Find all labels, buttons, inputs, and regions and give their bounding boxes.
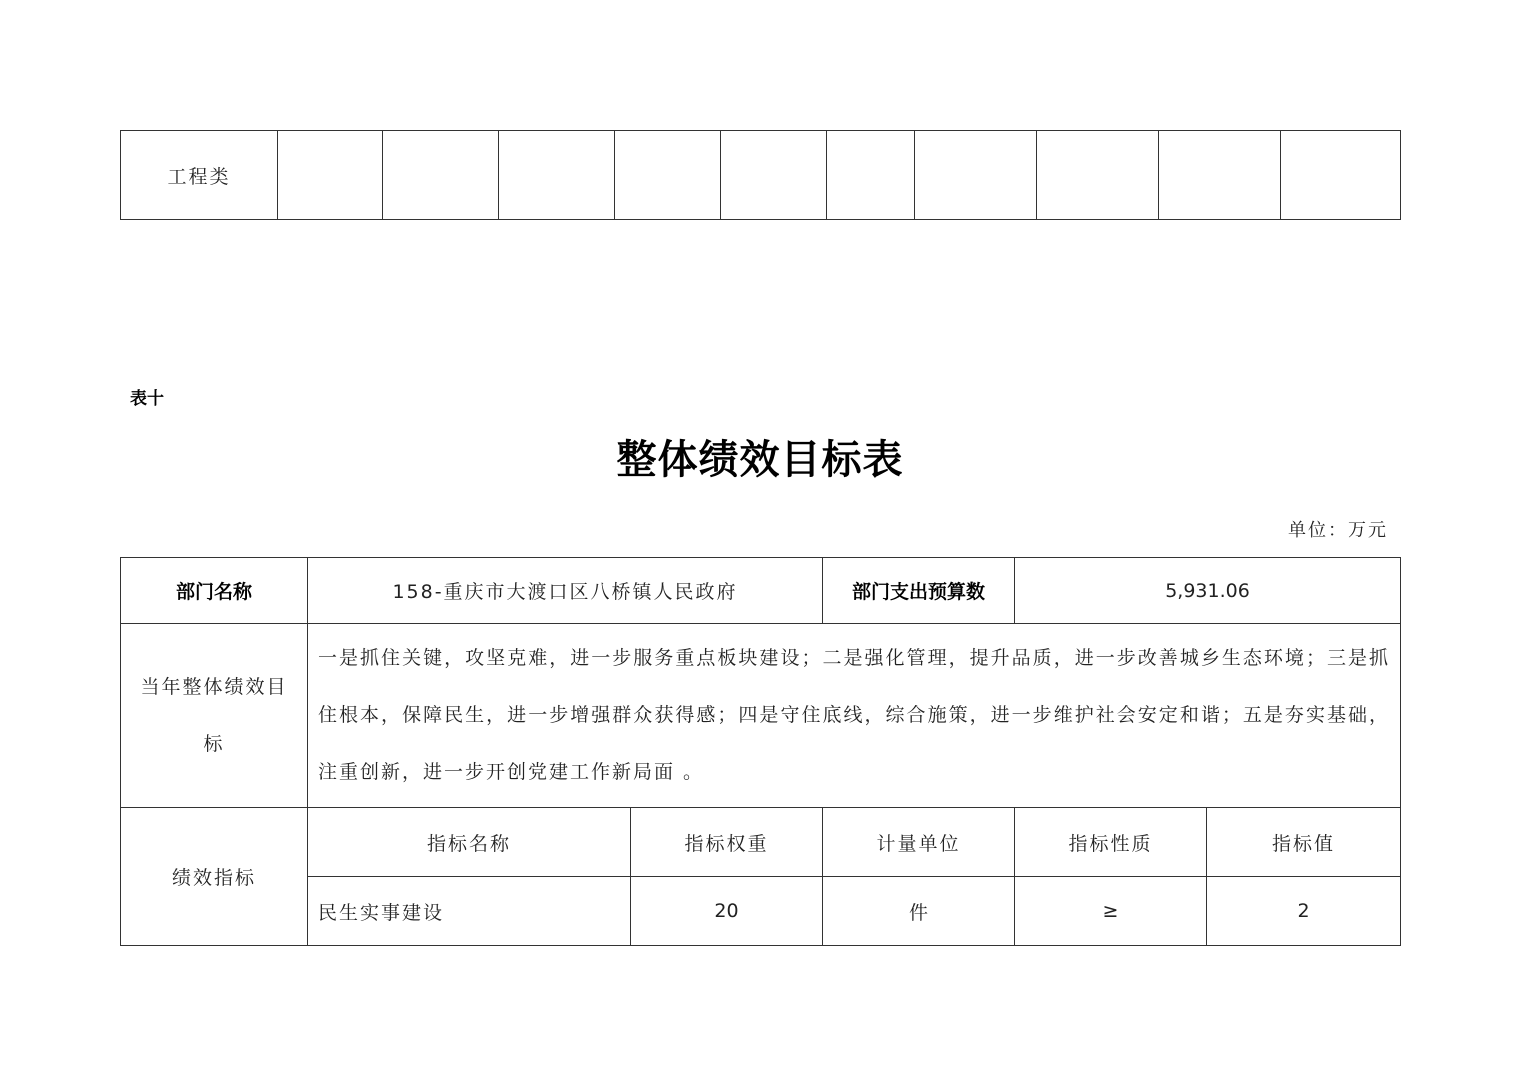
page-title: 整体绩效目标表 <box>616 436 904 483</box>
dept-name-value: 158-重庆市大渡口区八桥镇人民政府 <box>308 558 823 624</box>
table-row <box>121 877 1401 946</box>
empty-cell <box>827 131 915 220</box>
indicator-weight-cell: 20 <box>631 877 823 946</box>
performance-target-table <box>120 557 1401 946</box>
goal-text: 一是抓住关键，攻坚克难，进一步服务重点板块建设；二是强化管理，提升品质，进一步改善城乡生态环境；三是抓住根本，保障民生，进一步增强群众获得感；四是守住底线，综合施策，进一步维护社会安定和谐；五是夯实基础，注重创新，进一步开创党建工作新局面 。 <box>308 624 1401 808</box>
table-number: 表十 <box>130 389 164 409</box>
table-row <box>121 131 1401 220</box>
empty-cell <box>1037 131 1159 220</box>
previous-table-fragment <box>120 130 1401 220</box>
empty-cell <box>499 131 615 220</box>
empty-cell <box>383 131 499 220</box>
header-indicator-nature: 指标性质 <box>1015 808 1207 877</box>
empty-cell <box>915 131 1037 220</box>
measure-unit-cell: 件 <box>823 877 1015 946</box>
header-indicator-weight: 指标权重 <box>631 808 823 877</box>
unit-label: 单位：万元 <box>1288 520 1388 541</box>
table-row <box>121 624 1401 808</box>
dept-name-label: 部门名称 <box>121 558 308 624</box>
goal-label: 当年整体绩效目标 <box>121 624 308 808</box>
budget-label: 部门支出预算数 <box>823 558 1015 624</box>
empty-cell <box>615 131 721 220</box>
header-indicator-name: 指标名称 <box>308 808 631 877</box>
row-label-engineering: 工程类 <box>121 131 278 220</box>
empty-cell <box>1281 131 1401 220</box>
empty-cell <box>1159 131 1281 220</box>
table-row <box>121 558 1401 624</box>
indicator-label: 绩效指标 <box>121 808 308 946</box>
table-row <box>121 808 1401 877</box>
indicator-name-cell: 民生实事建设 <box>308 877 631 946</box>
header-measure-unit: 计量单位 <box>823 808 1015 877</box>
indicator-value-cell: 2 <box>1207 877 1401 946</box>
indicator-nature-cell: ≥ <box>1015 877 1207 946</box>
empty-cell <box>721 131 827 220</box>
header-indicator-value: 指标值 <box>1207 808 1401 877</box>
empty-cell <box>278 131 383 220</box>
budget-value: 5,931.06 <box>1015 558 1401 624</box>
